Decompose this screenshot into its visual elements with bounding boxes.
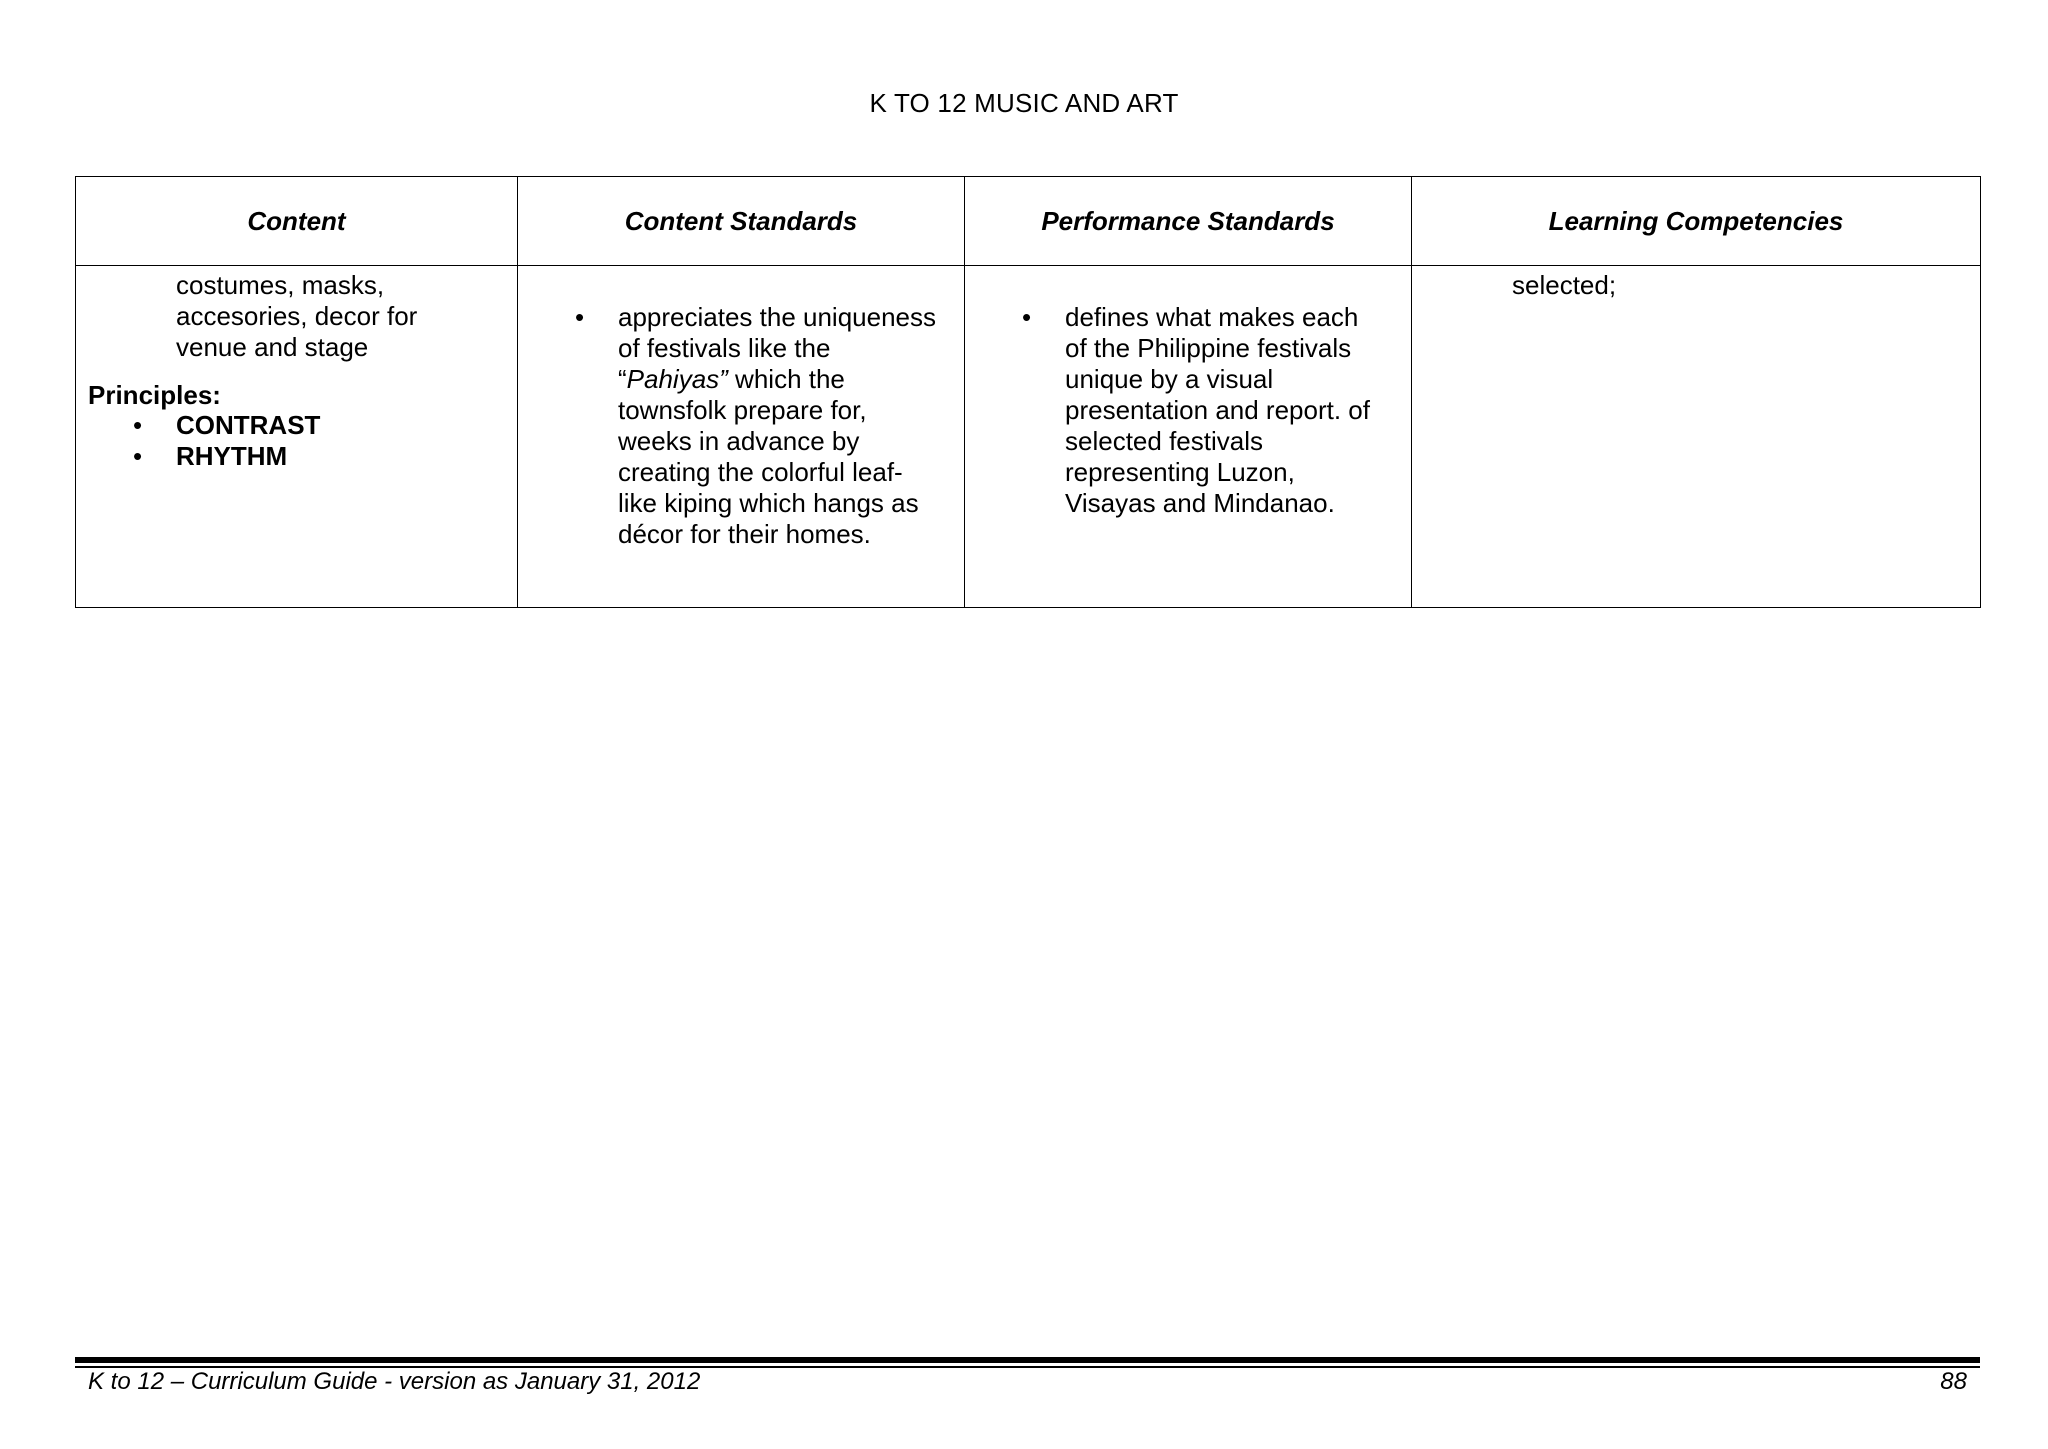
performance-line: presentation and report. of xyxy=(1065,395,1370,425)
performance-line: Visayas and Mindanao. xyxy=(1065,488,1335,518)
learning-competencies-text: selected; xyxy=(1512,270,1617,300)
footer-rule-thick xyxy=(75,1357,1980,1363)
performance-line: of the Philippine festivals xyxy=(1065,333,1352,363)
footer-version-text: K to 12 – Curriculum Guide - version as January 31, 2012 xyxy=(88,1368,701,1395)
column-header-content-standards: Content Standards xyxy=(518,177,965,266)
performance-line: defines what makes each xyxy=(1065,302,1359,332)
column-header-content: Content xyxy=(76,177,518,266)
principles-list xyxy=(76,410,320,472)
content-text xyxy=(176,270,496,363)
standards-line: décor for their homes. xyxy=(618,519,871,549)
performance-line: unique by a visual xyxy=(1065,364,1274,394)
bullet-icon: • xyxy=(133,410,143,440)
bullet-icon: • xyxy=(575,302,585,332)
curriculum-table xyxy=(75,176,1981,608)
principle-label: CONTRAST xyxy=(176,410,321,440)
page-number: 88 xyxy=(1940,1368,1967,1395)
page-header-title: K TO 12 MUSIC AND ART xyxy=(869,88,1179,118)
principles-heading: Principles: xyxy=(88,380,221,410)
standards-line: of festivals like the xyxy=(618,333,831,363)
principle-item xyxy=(76,441,320,472)
table-header-row xyxy=(76,177,1981,266)
column-header-learning-competencies: Learning Competencies xyxy=(1412,177,1981,266)
standards-line: appreciates the uniqueness xyxy=(618,302,937,332)
content-standards-text xyxy=(618,302,958,550)
performance-line: representing Luzon, xyxy=(1065,457,1295,487)
learning-competencies-cell xyxy=(1412,266,1981,608)
principle-label: RHYTHM xyxy=(176,441,288,471)
standards-line: weeks in advance by xyxy=(618,426,860,456)
standards-line: like kiping which hangs as xyxy=(618,488,919,518)
table-row xyxy=(76,266,1981,608)
performance-standards-text xyxy=(1065,302,1405,519)
content-standards-cell xyxy=(518,266,965,608)
principle-item xyxy=(76,410,320,441)
content-line: costumes, masks, xyxy=(176,270,385,300)
content-line: venue and stage xyxy=(176,332,369,362)
column-header-performance-standards: Performance Standards xyxy=(965,177,1412,266)
standards-line: creating the colorful leaf- xyxy=(618,457,903,487)
content-cell xyxy=(76,266,518,608)
standards-line-pahiyas: “Pahiyas” which the xyxy=(618,364,845,394)
performance-line: selected festivals xyxy=(1065,426,1263,456)
bullet-icon: • xyxy=(1022,302,1032,332)
content-line: accesories, decor for xyxy=(176,301,418,331)
performance-standards-cell xyxy=(965,266,1412,608)
bullet-icon: • xyxy=(133,441,143,471)
standards-line: townsfolk prepare for, xyxy=(618,395,867,425)
